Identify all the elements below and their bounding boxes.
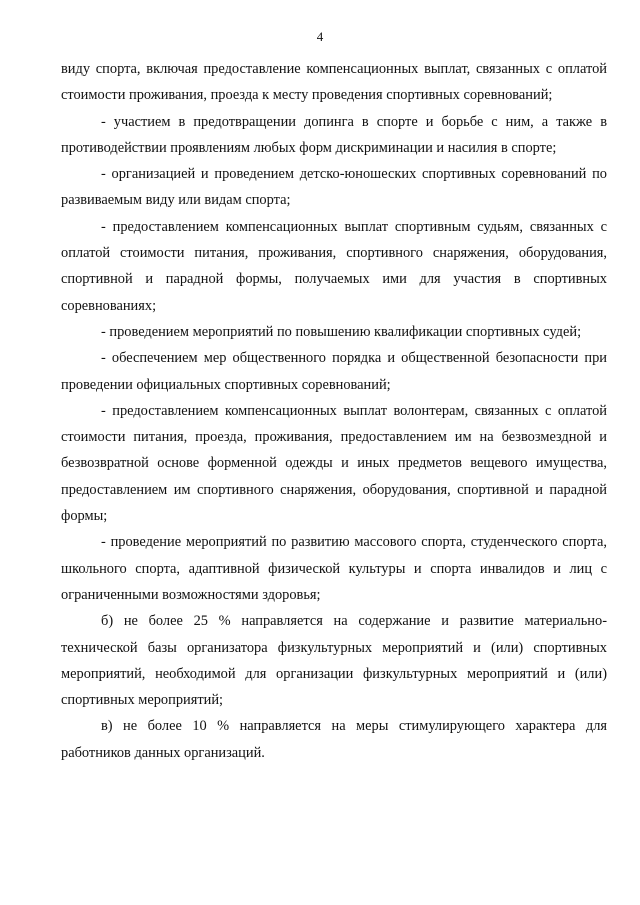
- document-body: [61, 56, 607, 766]
- paragraph-1: виду спорта, включая предоставление компенсационных выплат, связанных с оплатой стоимости проживания, проезда к месту проведения спортивных соревнований;: [61, 61, 607, 104]
- paragraph-3: - организацией и проведением детско-юношеских спортивных соревнований по развиваемым виду или видам спорта;: [61, 166, 607, 209]
- paragraph-7: - предоставлением компенсационных выплат волонтерам, связанных с оплатой стоимости питания, проезда, проживания, предоставлением им на безвозмездной и безвозвратной основе форменной одежды и иных предметов вещевого имущества, предоставлением им спортивного снаряжения, оборудования, спортивной и парадной формы;: [61, 402, 607, 525]
- paragraph-4: - предоставлением компенсационных выплат спортивным судьям, связанных с оплатой стоимости питания, проживания, спортивного снаряжения, оборудования, спортивной и парадной формы, получаемых ими для участия в спортивных соревнованиях;: [61, 218, 607, 314]
- paragraph-9: б) не более 25 % направляется на содержание и развитие материально-технической базы организатора физкультурных мероприятий и (или) спортивных мероприятий, необходимой для организации физкультурных мероприятий и (или) спортивных мероприятий;: [61, 613, 607, 709]
- paragraph-5: - проведением мероприятий по повышению квалификации спортивных судей;: [101, 323, 582, 340]
- paragraph-8: - проведение мероприятий по развитию массового спорта, студенческого спорта, школьного спорта, адаптивной физической культуры и спорта инвалидов и лиц с ограниченными возможностями здоровья;: [61, 534, 607, 603]
- paragraph-6: - обеспечением мер общественного порядка и общественной безопасности при проведении официальных спортивных соревнований;: [61, 350, 607, 393]
- paragraph-2: - участием в предотвращении допинга в спорте и борьбе с ним, а также в противодействии проявлениям любых форм дискриминации и насилия в спорте;: [61, 113, 607, 156]
- page-number: 4: [316, 29, 324, 44]
- paragraph-10: в) не более 10 % направляется на меры стимулирующего характера для работников данных организаций.: [61, 718, 607, 761]
